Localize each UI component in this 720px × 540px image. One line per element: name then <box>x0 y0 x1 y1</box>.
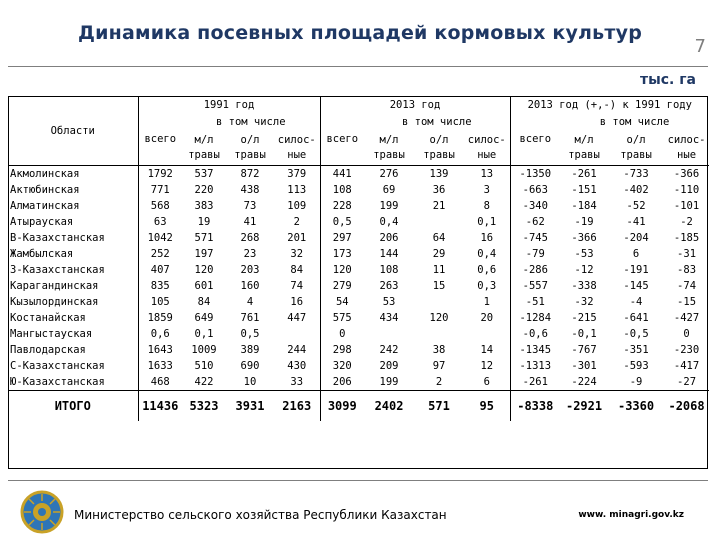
table-cell: -0,1 <box>571 328 597 340</box>
table-cell: 0,1 <box>477 216 497 228</box>
total-row <box>8 391 709 422</box>
table-cell: 14 <box>480 344 494 356</box>
table-cell: 434 <box>379 312 399 324</box>
table-cell: -663 <box>510 182 560 198</box>
table-row <box>8 294 709 310</box>
crop-area-table <box>8 96 709 421</box>
page-number: 7 <box>694 36 706 57</box>
table-cell: -9 <box>629 376 643 388</box>
table-cell: 571 <box>194 232 214 244</box>
col-header-total-change: всего <box>510 114 560 166</box>
table-cell: 0 <box>683 328 690 340</box>
region-name: Карагандинская <box>10 280 99 292</box>
table-cell: -767 <box>571 344 597 356</box>
table-cell: -110 <box>673 184 700 196</box>
table-cell: -557 <box>510 278 560 294</box>
table-cell: 2 <box>293 216 300 228</box>
table-cell: 0,5 <box>320 214 364 230</box>
table-cell: 201 <box>287 232 307 244</box>
table-cell: -340 <box>510 198 560 214</box>
table-cell: -41 <box>626 216 646 228</box>
region-column-header: Области <box>8 96 138 166</box>
footer-divider <box>8 480 708 481</box>
col-header-silo-change: силос- ные <box>664 131 709 166</box>
table-cell: 268 <box>240 232 260 244</box>
group-header-1991: 1991 год <box>138 96 320 114</box>
table-cell: -301 <box>571 360 597 372</box>
table-cell: 430 <box>287 360 307 372</box>
table-cell: -1345 <box>510 342 560 358</box>
table-cell: 6 <box>483 376 490 388</box>
table-cell: -427 <box>673 312 700 324</box>
table-row <box>8 326 709 342</box>
table-cell: 228 <box>320 198 364 214</box>
group-header-change: 2013 год (+,-) к 1991 году <box>510 96 709 114</box>
table-cell: 120 <box>429 312 449 324</box>
table-cell: 771 <box>138 182 182 198</box>
table-cell: -15 <box>677 296 697 308</box>
table-cell: 468 <box>138 374 182 391</box>
table-cell: 649 <box>194 312 214 324</box>
table-cell: 0,6 <box>138 326 182 342</box>
col-header-ol-1991: о/л травы <box>226 131 274 166</box>
table-cell: 537 <box>194 168 214 180</box>
col-header-silo-2013: силос- ные <box>464 131 510 166</box>
table-cell: 438 <box>240 184 260 196</box>
page-title: Динамика посевных площадей кормовых культур <box>78 22 642 44</box>
table-cell: 6 <box>632 248 640 260</box>
table-row <box>8 246 709 262</box>
table-cell: 872 <box>240 168 260 180</box>
table-row <box>8 374 709 391</box>
table-cell: 244 <box>287 344 307 356</box>
table-cell: -191 <box>623 264 649 276</box>
total-cell: 3931 <box>226 391 274 422</box>
units-label: тыс. га <box>639 72 696 88</box>
ministry-name: Министерство сельского хозяйства Республики Казахстан <box>74 508 447 522</box>
region-name: Атырауская <box>10 216 74 228</box>
region-name: Костанайская <box>10 312 86 324</box>
table-cell: -52 <box>626 200 646 212</box>
table-cell: 12 <box>480 360 494 372</box>
table-row <box>8 262 709 278</box>
region-name: З-Казахстанская <box>10 264 105 276</box>
table-cell <box>414 326 464 342</box>
table-cell: 199 <box>379 376 399 388</box>
table-cell: -230 <box>673 344 700 356</box>
table-cell: -101 <box>673 200 700 212</box>
table-cell: -2 <box>680 216 693 228</box>
table-cell: 84 <box>290 264 304 276</box>
table-row <box>8 166 709 183</box>
region-name: С-Казахстанская <box>10 360 105 372</box>
total-cell: 2402 <box>364 391 414 422</box>
table-cell: 120 <box>194 264 214 276</box>
kazakhstan-emblem-icon <box>20 490 64 534</box>
table-cell: -402 <box>623 184 649 196</box>
table-cell: -351 <box>623 344 649 356</box>
table-cell: 0 <box>320 326 364 342</box>
table-cell: 53 <box>382 296 396 308</box>
table-cell: 69 <box>382 184 396 196</box>
table-cell: 206 <box>379 232 399 244</box>
table-cell: 407 <box>138 262 182 278</box>
table-cell: 383 <box>194 200 214 212</box>
table-cell: 1792 <box>138 166 182 183</box>
table-cell: -32 <box>574 296 594 308</box>
table-cell: 1 <box>483 296 490 308</box>
region-name: Кызылординская <box>10 296 99 308</box>
subgroup-header-1991: в том числе <box>215 116 286 128</box>
region-name: Актюбинская <box>10 184 80 196</box>
table-cell: 379 <box>287 168 307 180</box>
table-row <box>8 310 709 326</box>
region-name: Ю-Казахстанская <box>10 376 105 388</box>
table-cell: 199 <box>379 200 399 212</box>
table-cell: -417 <box>673 360 700 372</box>
table-cell: 73 <box>243 200 257 212</box>
table-cell: 109 <box>287 200 307 212</box>
table-cell: 279 <box>320 278 364 294</box>
table-cell: 1859 <box>138 310 182 326</box>
total-cell: 5323 <box>182 391 226 422</box>
col-header-ml-1991: м/л травы <box>182 131 226 166</box>
table-cell: 0,4 <box>477 248 497 260</box>
table-cell: -0,6 <box>510 326 560 342</box>
table-cell <box>414 214 464 230</box>
total-cell: -2068 <box>664 391 709 422</box>
total-label: ИТОГО <box>8 391 138 422</box>
table-cell: 16 <box>290 296 304 308</box>
table-cell: -53 <box>574 248 594 260</box>
table-cell: 15 <box>432 280 446 292</box>
table-cell: 297 <box>320 230 364 246</box>
table-cell: 568 <box>138 198 182 214</box>
table-cell: 389 <box>240 344 260 356</box>
table-cell: 23 <box>243 248 257 260</box>
table-cell: 4 <box>246 296 254 308</box>
table-cell: -641 <box>623 312 649 324</box>
table-cell: 441 <box>320 166 364 183</box>
table-cell: 8 <box>483 200 490 212</box>
table-row <box>8 358 709 374</box>
table-cell: 206 <box>320 374 364 391</box>
website-link[interactable]: www. minagri.gov.kz <box>578 510 684 520</box>
table-cell: 54 <box>320 294 364 310</box>
table-cell: 0,6 <box>477 264 497 276</box>
group-header-2013: 2013 год <box>320 96 510 114</box>
table-cell: 1633 <box>138 358 182 374</box>
table-cell: -0,5 <box>623 328 649 340</box>
table-cell: 108 <box>379 264 399 276</box>
table-cell: -366 <box>571 232 597 244</box>
table-cell: 220 <box>194 184 214 196</box>
col-header-total-1991: всего <box>138 114 182 166</box>
table-cell: 761 <box>240 312 260 324</box>
table-cell: 209 <box>379 360 399 372</box>
table-cell: 11 <box>432 264 446 276</box>
total-cell: -3360 <box>608 391 664 422</box>
table-cell: 835 <box>138 278 182 294</box>
header-row-years <box>8 96 709 114</box>
table-cell: -145 <box>623 280 649 292</box>
table-cell: -185 <box>673 232 700 244</box>
table-cell: 29 <box>432 248 446 260</box>
region-name: Акмолинская <box>10 168 80 180</box>
subgroup-header-change: в том числе <box>599 116 670 128</box>
table-cell: 63 <box>138 214 182 230</box>
table-cell: 1643 <box>138 342 182 358</box>
region-name: Жамбылская <box>10 248 74 260</box>
table-cell: 84 <box>197 296 211 308</box>
region-name: Мангыстауская <box>10 328 93 340</box>
header-divider <box>8 66 708 67</box>
table-cell: 97 <box>432 360 446 372</box>
table-cell: -51 <box>510 294 560 310</box>
table-cell: 510 <box>194 360 214 372</box>
table-cell: 19 <box>197 216 211 228</box>
table-cell: 105 <box>138 294 182 310</box>
table-cell: -4 <box>629 296 643 308</box>
table-row <box>8 214 709 230</box>
table-row <box>8 230 709 246</box>
total-cell: 11436 <box>138 391 182 422</box>
total-cell: -2921 <box>560 391 608 422</box>
table-cell: -593 <box>623 360 649 372</box>
table-cell: -286 <box>510 262 560 278</box>
table-cell: -1284 <box>510 310 560 326</box>
table-cell: 197 <box>194 248 214 260</box>
col-header-ol-2013: о/л травы <box>414 131 464 166</box>
table-row <box>8 342 709 358</box>
table-cell: -261 <box>571 168 597 180</box>
table-cell: -151 <box>571 184 597 196</box>
col-header-silo-1991: силос- ные <box>274 131 320 166</box>
table-cell: 64 <box>432 232 446 244</box>
table-cell: -19 <box>574 216 594 228</box>
table-cell: -338 <box>571 280 597 292</box>
subgroup-header-2013: в том числе <box>402 116 472 128</box>
table-cell: 3 <box>483 184 490 196</box>
table-cell: 252 <box>138 246 182 262</box>
table-cell: 0,3 <box>477 280 497 292</box>
table-cell: -62 <box>510 214 560 230</box>
table-cell: 120 <box>320 262 364 278</box>
table-cell: 2 <box>435 376 443 388</box>
total-cell: -8338 <box>510 391 560 422</box>
table-cell: 173 <box>320 246 364 262</box>
table-cell: -31 <box>677 248 697 260</box>
table-cell <box>414 294 464 310</box>
table-cell: 298 <box>320 342 364 358</box>
region-name: Алматинская <box>10 200 80 212</box>
table-cell: 38 <box>432 344 446 356</box>
table-cell: 160 <box>240 280 260 292</box>
table-cell: 0,1 <box>194 328 214 340</box>
table-cell: -261 <box>510 374 560 391</box>
col-header-total-2013: всего <box>320 114 364 166</box>
table-cell: 21 <box>432 200 446 212</box>
table-cell: 1042 <box>138 230 182 246</box>
table-row <box>8 182 709 198</box>
table-cell: 203 <box>240 264 260 276</box>
table-cell: 575 <box>320 310 364 326</box>
total-cell: 2163 <box>274 391 320 422</box>
table-cell: -204 <box>623 232 649 244</box>
table-cell: 13 <box>480 168 494 180</box>
table-cell: 1009 <box>191 344 217 356</box>
table-cell: 690 <box>240 360 260 372</box>
table-cell: 144 <box>379 248 399 260</box>
table-cell: -215 <box>571 312 597 324</box>
table-cell: 601 <box>194 280 214 292</box>
region-name: Павлодарская <box>10 344 86 356</box>
table-cell: 0,4 <box>379 216 399 228</box>
table-cell: 36 <box>432 184 446 196</box>
table-cell: 276 <box>379 168 399 180</box>
table-cell: -79 <box>510 246 560 262</box>
table-row <box>8 278 709 294</box>
region-name: В-Казахстанская <box>10 232 105 244</box>
table-cell: 242 <box>379 344 399 356</box>
table-cell: 16 <box>480 232 494 244</box>
table-cell: -83 <box>677 264 697 276</box>
table-cell: 422 <box>194 376 214 388</box>
table-cell: -74 <box>677 280 697 292</box>
table-row <box>8 198 709 214</box>
table-cell: 33 <box>290 376 304 388</box>
table-cell: -1313 <box>510 358 560 374</box>
table-cell: -733 <box>623 168 649 180</box>
table-cell <box>274 326 320 342</box>
table-cell: 32 <box>290 248 304 260</box>
total-cell: 571 <box>414 391 464 422</box>
table-cell <box>364 326 414 342</box>
table-cell: -745 <box>510 230 560 246</box>
col-header-ol-change: о/л травы <box>608 131 664 166</box>
table-cell: -366 <box>673 168 700 180</box>
table-cell: 108 <box>320 182 364 198</box>
table-cell: -12 <box>574 264 594 276</box>
table-cell: 139 <box>429 168 449 180</box>
total-cell: 3099 <box>320 391 364 422</box>
table-cell: 447 <box>287 312 307 324</box>
table-cell: -184 <box>571 200 597 212</box>
table-cell: 10 <box>243 376 257 388</box>
table-cell: 0,5 <box>240 328 260 340</box>
table-cell: 41 <box>243 216 257 228</box>
total-cell: 95 <box>464 391 510 422</box>
table-cell: 320 <box>320 358 364 374</box>
table-cell: 74 <box>290 280 304 292</box>
col-header-ml-2013: м/л травы <box>364 131 414 166</box>
table-cell: -27 <box>677 376 697 388</box>
table-cell: 20 <box>480 312 494 324</box>
table-cell <box>464 326 510 342</box>
table-cell: 113 <box>287 184 307 196</box>
table-cell: -224 <box>571 376 597 388</box>
col-header-ml-change: м/л травы <box>560 131 608 166</box>
table-cell: 263 <box>379 280 399 292</box>
table-cell: -1350 <box>510 166 560 183</box>
